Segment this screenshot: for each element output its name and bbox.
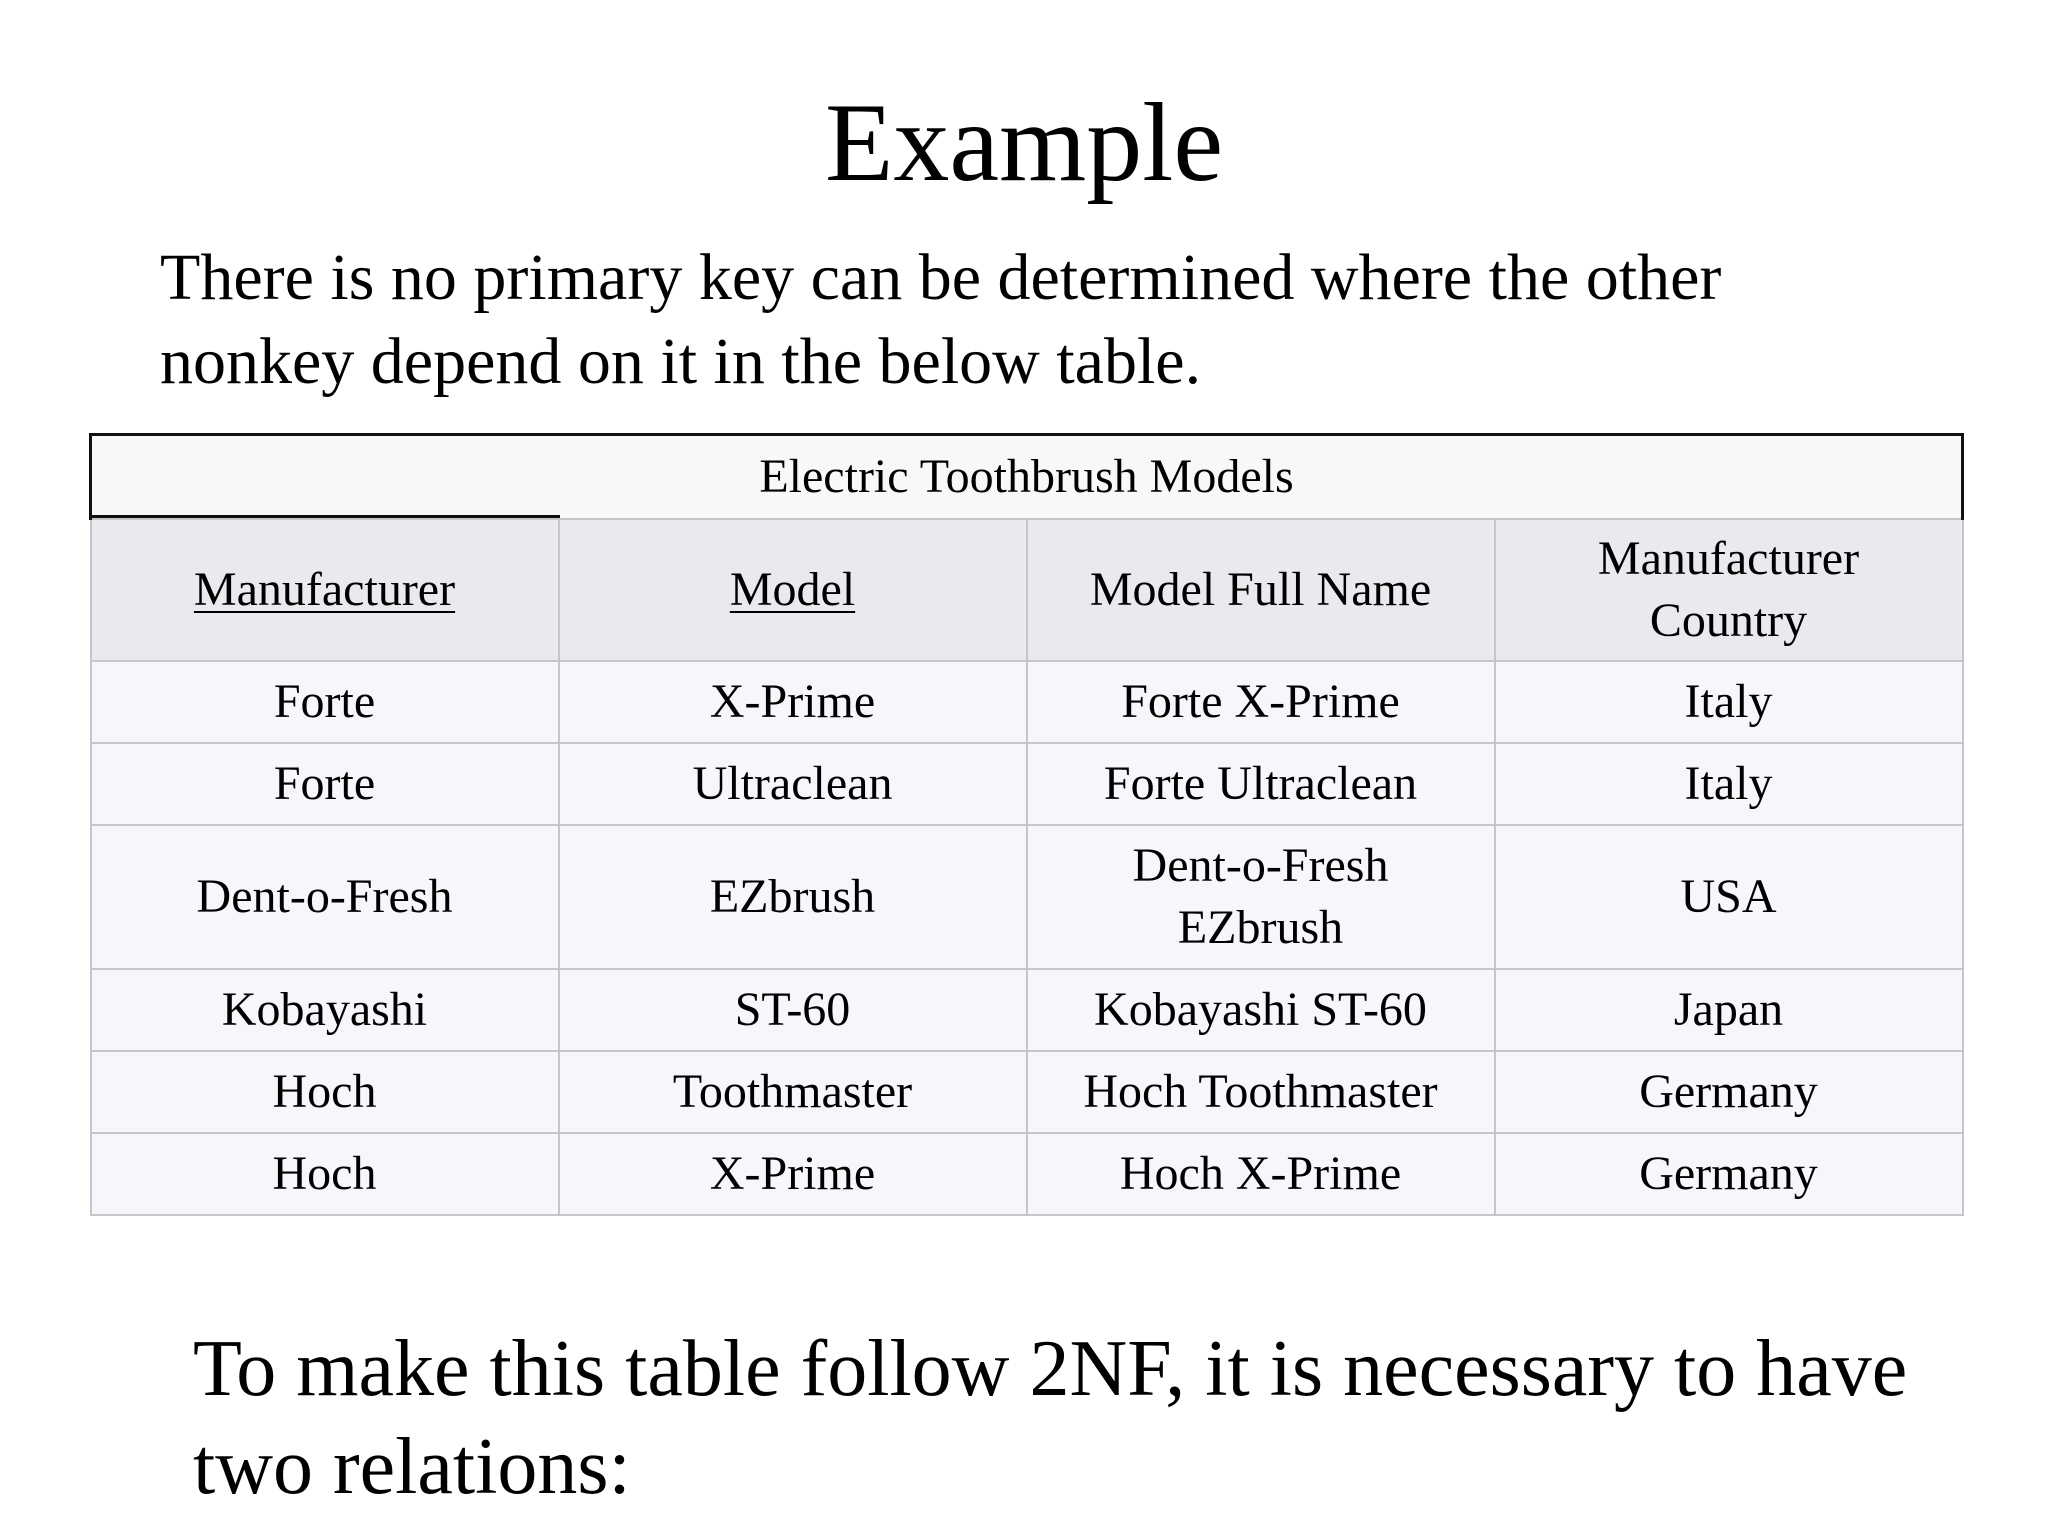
table-row <box>91 1133 1963 1215</box>
cell-model: X-Prime <box>559 661 1027 743</box>
header-manufacturer-country-text: Manufacturer Country <box>1597 532 1860 647</box>
cell-manufacturer: Forte <box>91 743 559 825</box>
table-row <box>91 825 1963 969</box>
table-caption <box>91 435 1963 520</box>
cell-model: ST-60 <box>559 969 1027 1051</box>
cell-manufacturer: Kobayashi <box>91 969 559 1051</box>
slide-title: Example <box>824 81 1224 205</box>
cell-manufacturer-country: Germany <box>1495 1133 1963 1215</box>
intro-paragraph <box>160 236 2000 404</box>
cell-model-full-name: Forte Ultraclean <box>1027 743 1495 825</box>
cell-manufacturer: Hoch <box>91 1133 559 1215</box>
cell-manufacturer-country: Italy <box>1495 661 1963 743</box>
cell-model-full-name: Kobayashi ST-60 <box>1027 969 1495 1051</box>
table-caption-row <box>91 435 1963 520</box>
cell-model: Toothmaster <box>559 1051 1027 1133</box>
intro-line-1: There is no primary key can be determined where the other <box>160 241 1722 314</box>
table-row <box>91 969 1963 1051</box>
cell-manufacturer-country: Germany <box>1495 1051 1963 1133</box>
outro-line-1: To make this table follow 2NF, it is necessary to have <box>193 1325 1908 1413</box>
header-manufacturer: Manufacturer <box>91 519 559 661</box>
table-header-row <box>91 519 1963 661</box>
cell-manufacturer-country: Japan <box>1495 969 1963 1051</box>
cell-model: EZbrush <box>559 825 1027 969</box>
cell-manufacturer-country: USA <box>1495 825 1963 969</box>
intro-line-2: nonkey depend on it in the below table. <box>160 325 1202 398</box>
cell-model: X-Prime <box>559 1133 1027 1215</box>
table-caption-text: Electric Toothbrush Models <box>759 450 1294 503</box>
table-row <box>91 1051 1963 1133</box>
outro-paragraph <box>193 1320 2023 1516</box>
cell-model-full-name <box>1027 825 1495 969</box>
outro-line-2: two relations: <box>193 1423 631 1511</box>
cell-manufacturer: Hoch <box>91 1051 559 1133</box>
header-manufacturer-country <box>1495 519 1963 661</box>
models-table-container <box>89 433 1961 1216</box>
caption-divider <box>92 515 560 518</box>
header-model: Model <box>559 519 1027 661</box>
cell-model-full-name: Hoch X-Prime <box>1027 1133 1495 1215</box>
cell-manufacturer: Forte <box>91 661 559 743</box>
cell-model-full-name-text: Dent-o-Fresh EZbrush <box>1132 839 1389 954</box>
cell-manufacturer-country: Italy <box>1495 743 1963 825</box>
cell-model-full-name: Hoch Toothmaster <box>1027 1051 1495 1133</box>
cell-manufacturer: Dent-o-Fresh <box>91 825 559 969</box>
cell-model-full-name: Forte X-Prime <box>1027 661 1495 743</box>
header-model-full-name: Model Full Name <box>1027 519 1495 661</box>
table-row <box>91 661 1963 743</box>
table-row <box>91 743 1963 825</box>
models-table <box>89 433 1964 1216</box>
cell-model: Ultraclean <box>559 743 1027 825</box>
